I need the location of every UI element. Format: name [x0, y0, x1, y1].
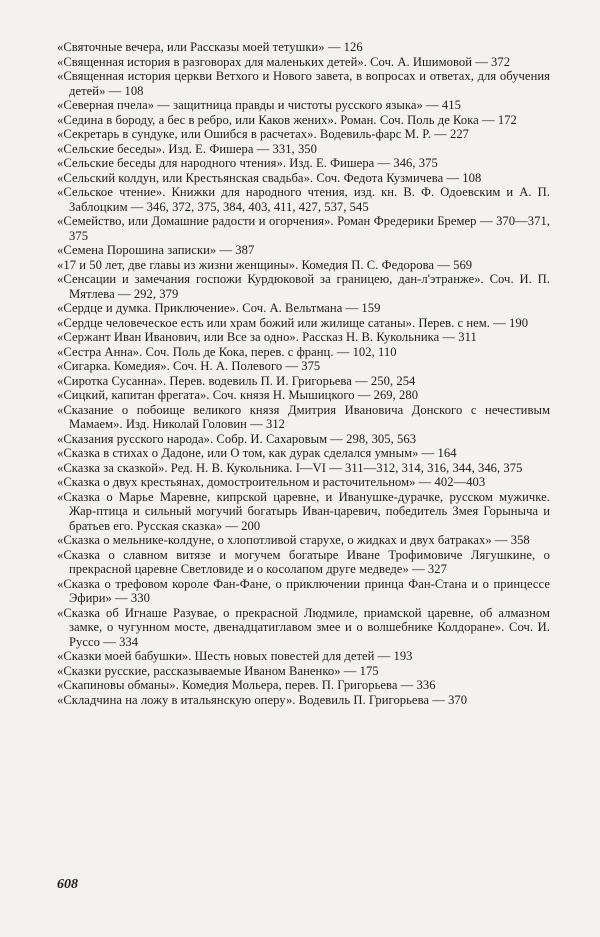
index-entry: «Сердце и думка. Приключение». Соч. А. Вельтмана — 159 [57, 301, 381, 315]
index-entry: «Сказка за сказкой». Ред. Н. В. Кукольника. I—VI — 311—312, 314, 316, 344, 346, 375 [57, 460, 523, 475]
index-entry: «Сказка о трефовом короле Фан-Фане, о приключении принца Фан-Стана и о принцессе Эфири» — 330 [57, 576, 550, 605]
index-entry: «Сердце человеческое есть или храм божий или жилище сатаны». Перев. с нем. — 190 [57, 315, 529, 330]
index-entry: «Сенсации и замечания госпожи Курдюковой за границею, дан-л'этранже». Соч. И. П. Мятлева — 292, 379 [57, 272, 550, 301]
index-entry: «Сказки русские, рассказываемые Иваном Ваненко» — 175 [57, 663, 379, 678]
index-entry: «Сельские беседы для народного чтения». Изд. Е. Фишера — 346, 375 [57, 156, 438, 170]
index-entry: «Святочные вечера, или Рассказы моей тетушки» — 126 [57, 40, 363, 54]
index-entry: «17 и 50 лет, две главы из жизни женщины». Комедия П. С. Федорова — 569 [57, 257, 473, 272]
index-entry: «Сказка в стихах о Дадоне, или О том, как дурак сделался умным» — 164 [57, 446, 457, 460]
page-number: 608 [57, 877, 78, 892]
index-entry: «Семейство, или Домашние радости и огорчения». Роман Фредерики Бремер — 370—371, 375 [57, 214, 550, 243]
index-entry: «Священная история церкви Ветхого и Нового завета, в вопросах и ответах, для обучения детей» — 108 [57, 69, 550, 98]
index-entry: «Сказки моей бабушки». Шесть новых повестей для детей — 193 [57, 649, 413, 663]
index-entry: «Сказание о побоище великого князя Дмитрия Ивановича Донского с нечестивым Мамаем». Изд. Николай Головин — 312 [57, 402, 550, 431]
index-entry: «Сигарка. Комедия». Соч. Н. А. Полевого — 375 [57, 359, 321, 373]
index-entry: «Сестра Анна». Соч. Поль де Кока, перев. с франц. — 102, 110 [57, 344, 397, 359]
index-entry: «Семена Порошина записки» — 387 [57, 243, 255, 257]
index-entry: «Сельские беседы». Изд. Е. Фишера — 331, 350 [57, 141, 317, 156]
index-entry: «Секретарь в сундуке, или Ошибся в расчетах». Водевиль-фарс М. Р. — 227 [57, 127, 470, 141]
index-entry: «Священная история в разговорах для маленьких детей». Соч. А. Ишимовой — 372 [57, 54, 511, 69]
index-entry: «Складчина на ложу в итальянскую оперу». Водевиль П. Григорьева — 370 [57, 692, 468, 707]
index-entry: «Сержант Иван Иванович, или Все за одно». Рассказ Н. В. Кукольника — 311 [57, 330, 477, 344]
index-entry: «Северная пчела» — защитница правды и чистоты русского языка» — 415 [57, 98, 461, 112]
index-entry: «Сказка о двух крестьянах, домостроительном и расточительном» — 402—403 [57, 475, 486, 489]
index-entry: «Сельское чтение». Книжки для народного чтения, изд. кн. В. Ф. Одоевским и А. П. Заблоцким — 346, 372, 375, 384, 403, 411, 427, 537, 545 [57, 185, 550, 214]
index-entry: «Сказка об Игнаше Разувае, о прекрасной Людмиле, приамской царевне, об алмазном замке, о чугунном мосте, двенадцатиглавом змее и о волшебнике Колдоране». Соч. И. Руссо — 334 [57, 605, 550, 649]
index-entry: «Сказка о мельнике-колдуне, о хлопотливой старухе, о жидках и двух батраках» — 358 [57, 533, 530, 547]
index-entry: «Скапиновы обманы». Комедия Мольера, перев. П. Григорьева — 336 [57, 678, 436, 692]
index-entry: «Сицкий, капитан фрегата». Соч. князя Н. Мышицкого — 269, 280 [57, 388, 419, 402]
index-entry: «Седина в бороду, а бес в ребро, или Каков жених». Роман. Соч. Поль де Кока — 172 [57, 112, 517, 127]
index-entry: «Сказания русского народа». Собр. И. Сахаровым — 298, 305, 563 [57, 431, 417, 446]
index-entry: «Сельский колдун, или Крестьянская свадьба». Соч. Федота Кузмичева — 108 [57, 170, 482, 185]
index-entry: «Сиротка Сусанна». Перев. водевиль П. И. Григорьева — 250, 254 [57, 373, 416, 388]
index-entry: «Сказка о Марье Маревне, кипрской царевне, и Иванушке-дурачке, русском мужичке. Жар-птица и сильный могучий богатырь Иван-царевич, победитель Змея Горыныча и братьев его. Русская сказка» — 200 [57, 489, 550, 533]
index-entry: «Сказка о славном витязе и могучем богатыре Иване Трофимовиче Лягушкине, о прекрасной царевне Светловиде и о косолапом друге медведе» — 327 [57, 547, 550, 576]
index-entries-list [57, 40, 550, 707]
